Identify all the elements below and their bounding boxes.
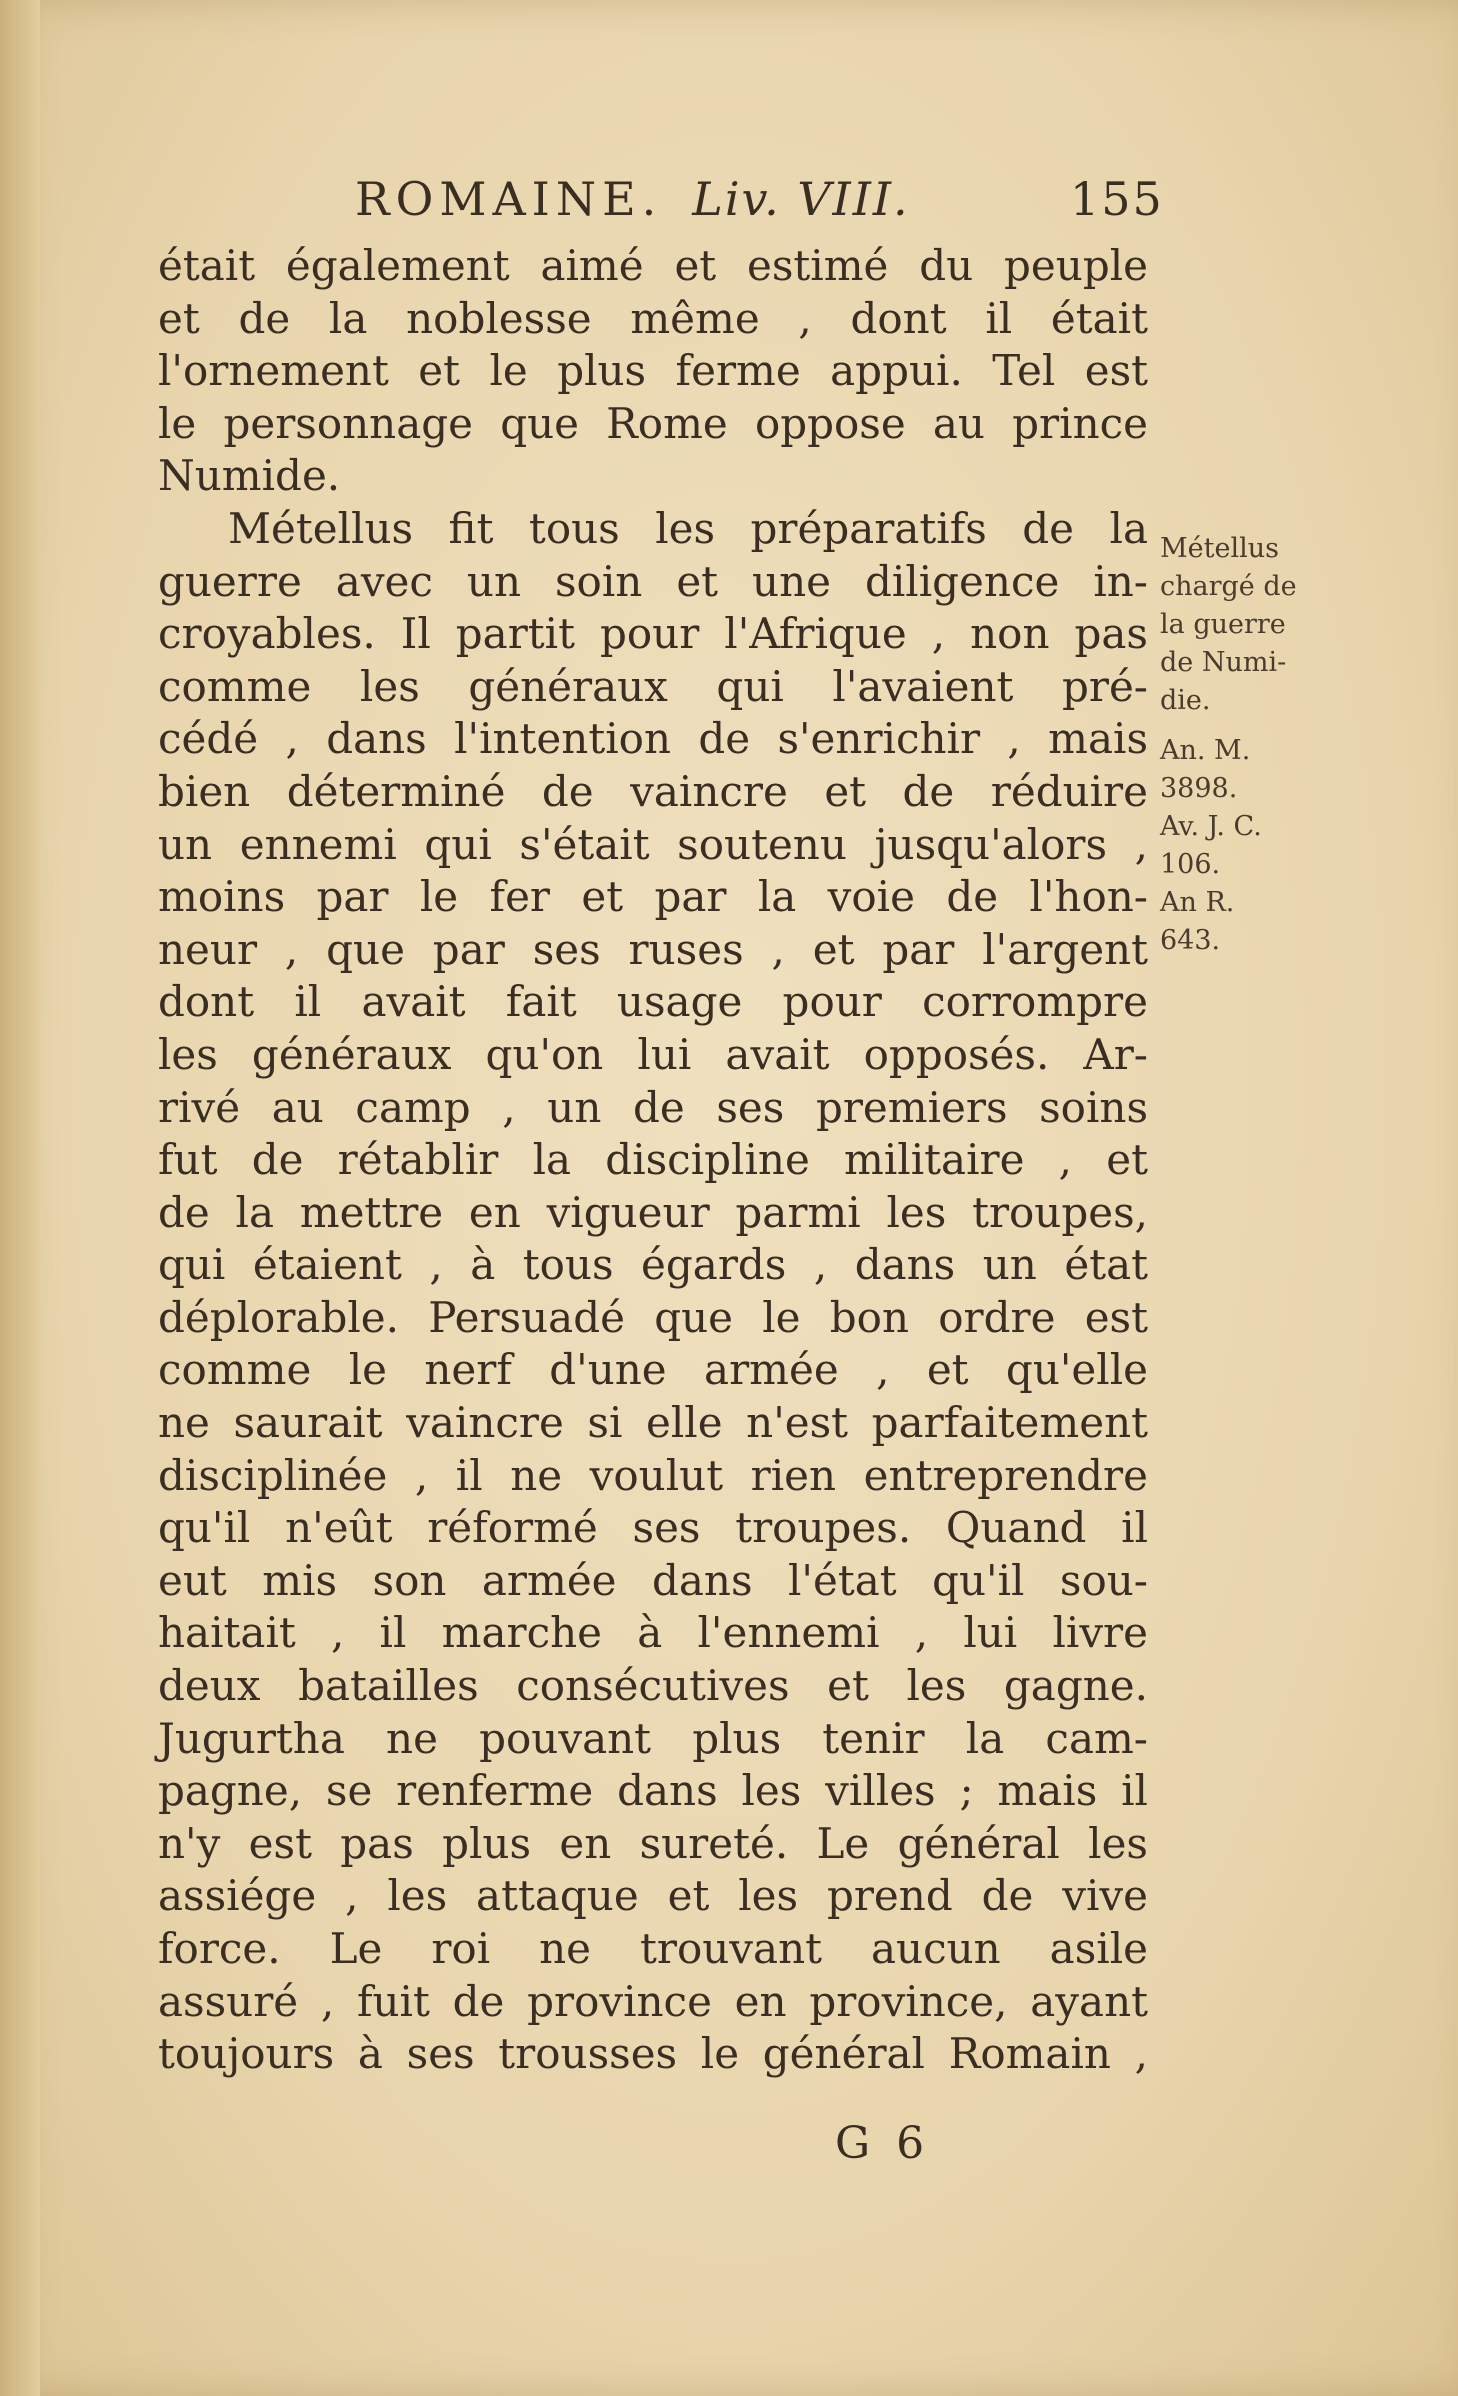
book-number: Liv. VIII. <box>692 172 910 226</box>
text-line: déplorable. Persuadé que le bon ordre est <box>158 1292 1148 1342</box>
text-line: bien déterminé de vaincre et de réduire <box>158 766 1148 816</box>
text-line: et de la noblesse même , dont il était <box>158 293 1148 343</box>
signature-mark: G 6 <box>835 2118 931 2169</box>
margin-date-line: An. M. <box>1160 735 1251 766</box>
body-text <box>158 240 1148 2081</box>
text-line: un ennemi qui s'était soutenu jusqu'alors , <box>158 819 1148 869</box>
text-line: toujours à ses trousses le général Romain , <box>158 2029 1148 2079</box>
text-line: assiége , les attaque et les prend de vive <box>158 1871 1148 1921</box>
text-line: qui étaient , à tous égards , dans un état <box>158 1240 1148 1290</box>
text-line: dont il avait fait usage pour corrompre <box>158 977 1148 1027</box>
text-line: les généraux qu'on lui avait opposés. Ar- <box>158 1029 1148 1079</box>
margin-spacer <box>1160 720 1350 732</box>
margin-date-line: 643. <box>1160 925 1221 956</box>
text-line: fut de rétablir la discipline militaire , et <box>158 1135 1148 1185</box>
margin-date-line: An R. <box>1160 887 1235 918</box>
text-line: le personnage que Rome oppose au prince <box>158 398 1148 448</box>
margin-note <box>1160 530 1350 960</box>
text-line: comme le nerf d'une armée , et qu'elle <box>158 1345 1148 1395</box>
text-line: Jugurtha ne pouvant plus tenir la cam- <box>158 1713 1148 1763</box>
margin-summary-line: die. <box>1160 685 1211 716</box>
text-line: cédé , dans l'intention de s'enrichir , mais <box>158 714 1148 764</box>
text-line: qu'il n'eût réformé ses troupes. Quand il <box>158 1503 1148 1553</box>
text-line: Métellus fit tous les préparatifs de la <box>228 503 1148 553</box>
margin-summary-line: la guerre <box>1160 609 1286 640</box>
text-line: ne saurait vaincre si elle n'est parfaitement <box>158 1398 1148 1448</box>
text-line: neur , que par ses ruses , et par l'argent <box>158 924 1148 974</box>
text-line: deux batailles consécutives et les gagne. <box>158 1661 1148 1711</box>
margin-summary-line: de Numi- <box>1160 647 1287 678</box>
text-line: haitait , il marche à l'ennemi , lui livre <box>158 1608 1148 1658</box>
page-gutter-shadow <box>0 0 40 2396</box>
running-header <box>355 172 1164 226</box>
margin-summary-line: Métellus <box>1160 533 1279 564</box>
text-line: moins par le fer et par la voie de l'hon- <box>158 872 1148 922</box>
text-line: comme les généraux qui l'avaient pré- <box>158 661 1148 711</box>
margin-summary-line: chargé de <box>1160 571 1297 602</box>
text-line: assuré , fuit de province en province, ayant <box>158 1976 1148 2026</box>
text-line: n'y est pas plus en sureté. Le général les <box>158 1818 1148 1868</box>
margin-date-line: 3898. <box>1160 773 1238 804</box>
text-line: l'ornement et le plus ferme appui. Tel est <box>158 346 1148 396</box>
text-line: disciplinée , il ne voulut rien entreprendre <box>158 1450 1148 1500</box>
text-line: était également aimé et estimé du peuple <box>158 241 1148 290</box>
text-line: eut mis son armée dans l'état qu'il sou- <box>158 1555 1148 1605</box>
margin-date-line: 106. <box>1160 849 1221 880</box>
page-number: 155 <box>1070 172 1164 226</box>
text-line: de la mettre en vigueur parmi les troupes, <box>158 1187 1148 1237</box>
margin-date-line: Av. J. C. <box>1160 811 1262 842</box>
text-line: croyables. Il partit pour l'Afrique , non pas <box>158 609 1148 659</box>
text-line: guerre avec un soin et une diligence in- <box>158 556 1148 606</box>
text-line: pagne, se renferme dans les villes ; mais il <box>158 1766 1148 1816</box>
text-line: force. Le roi ne trouvant aucun asile <box>158 1924 1148 1973</box>
text-line: rivé au camp , un de ses premiers soins <box>158 1082 1148 1132</box>
running-title: ROMAINE. <box>355 172 663 226</box>
text-line: Numide. <box>158 451 341 501</box>
